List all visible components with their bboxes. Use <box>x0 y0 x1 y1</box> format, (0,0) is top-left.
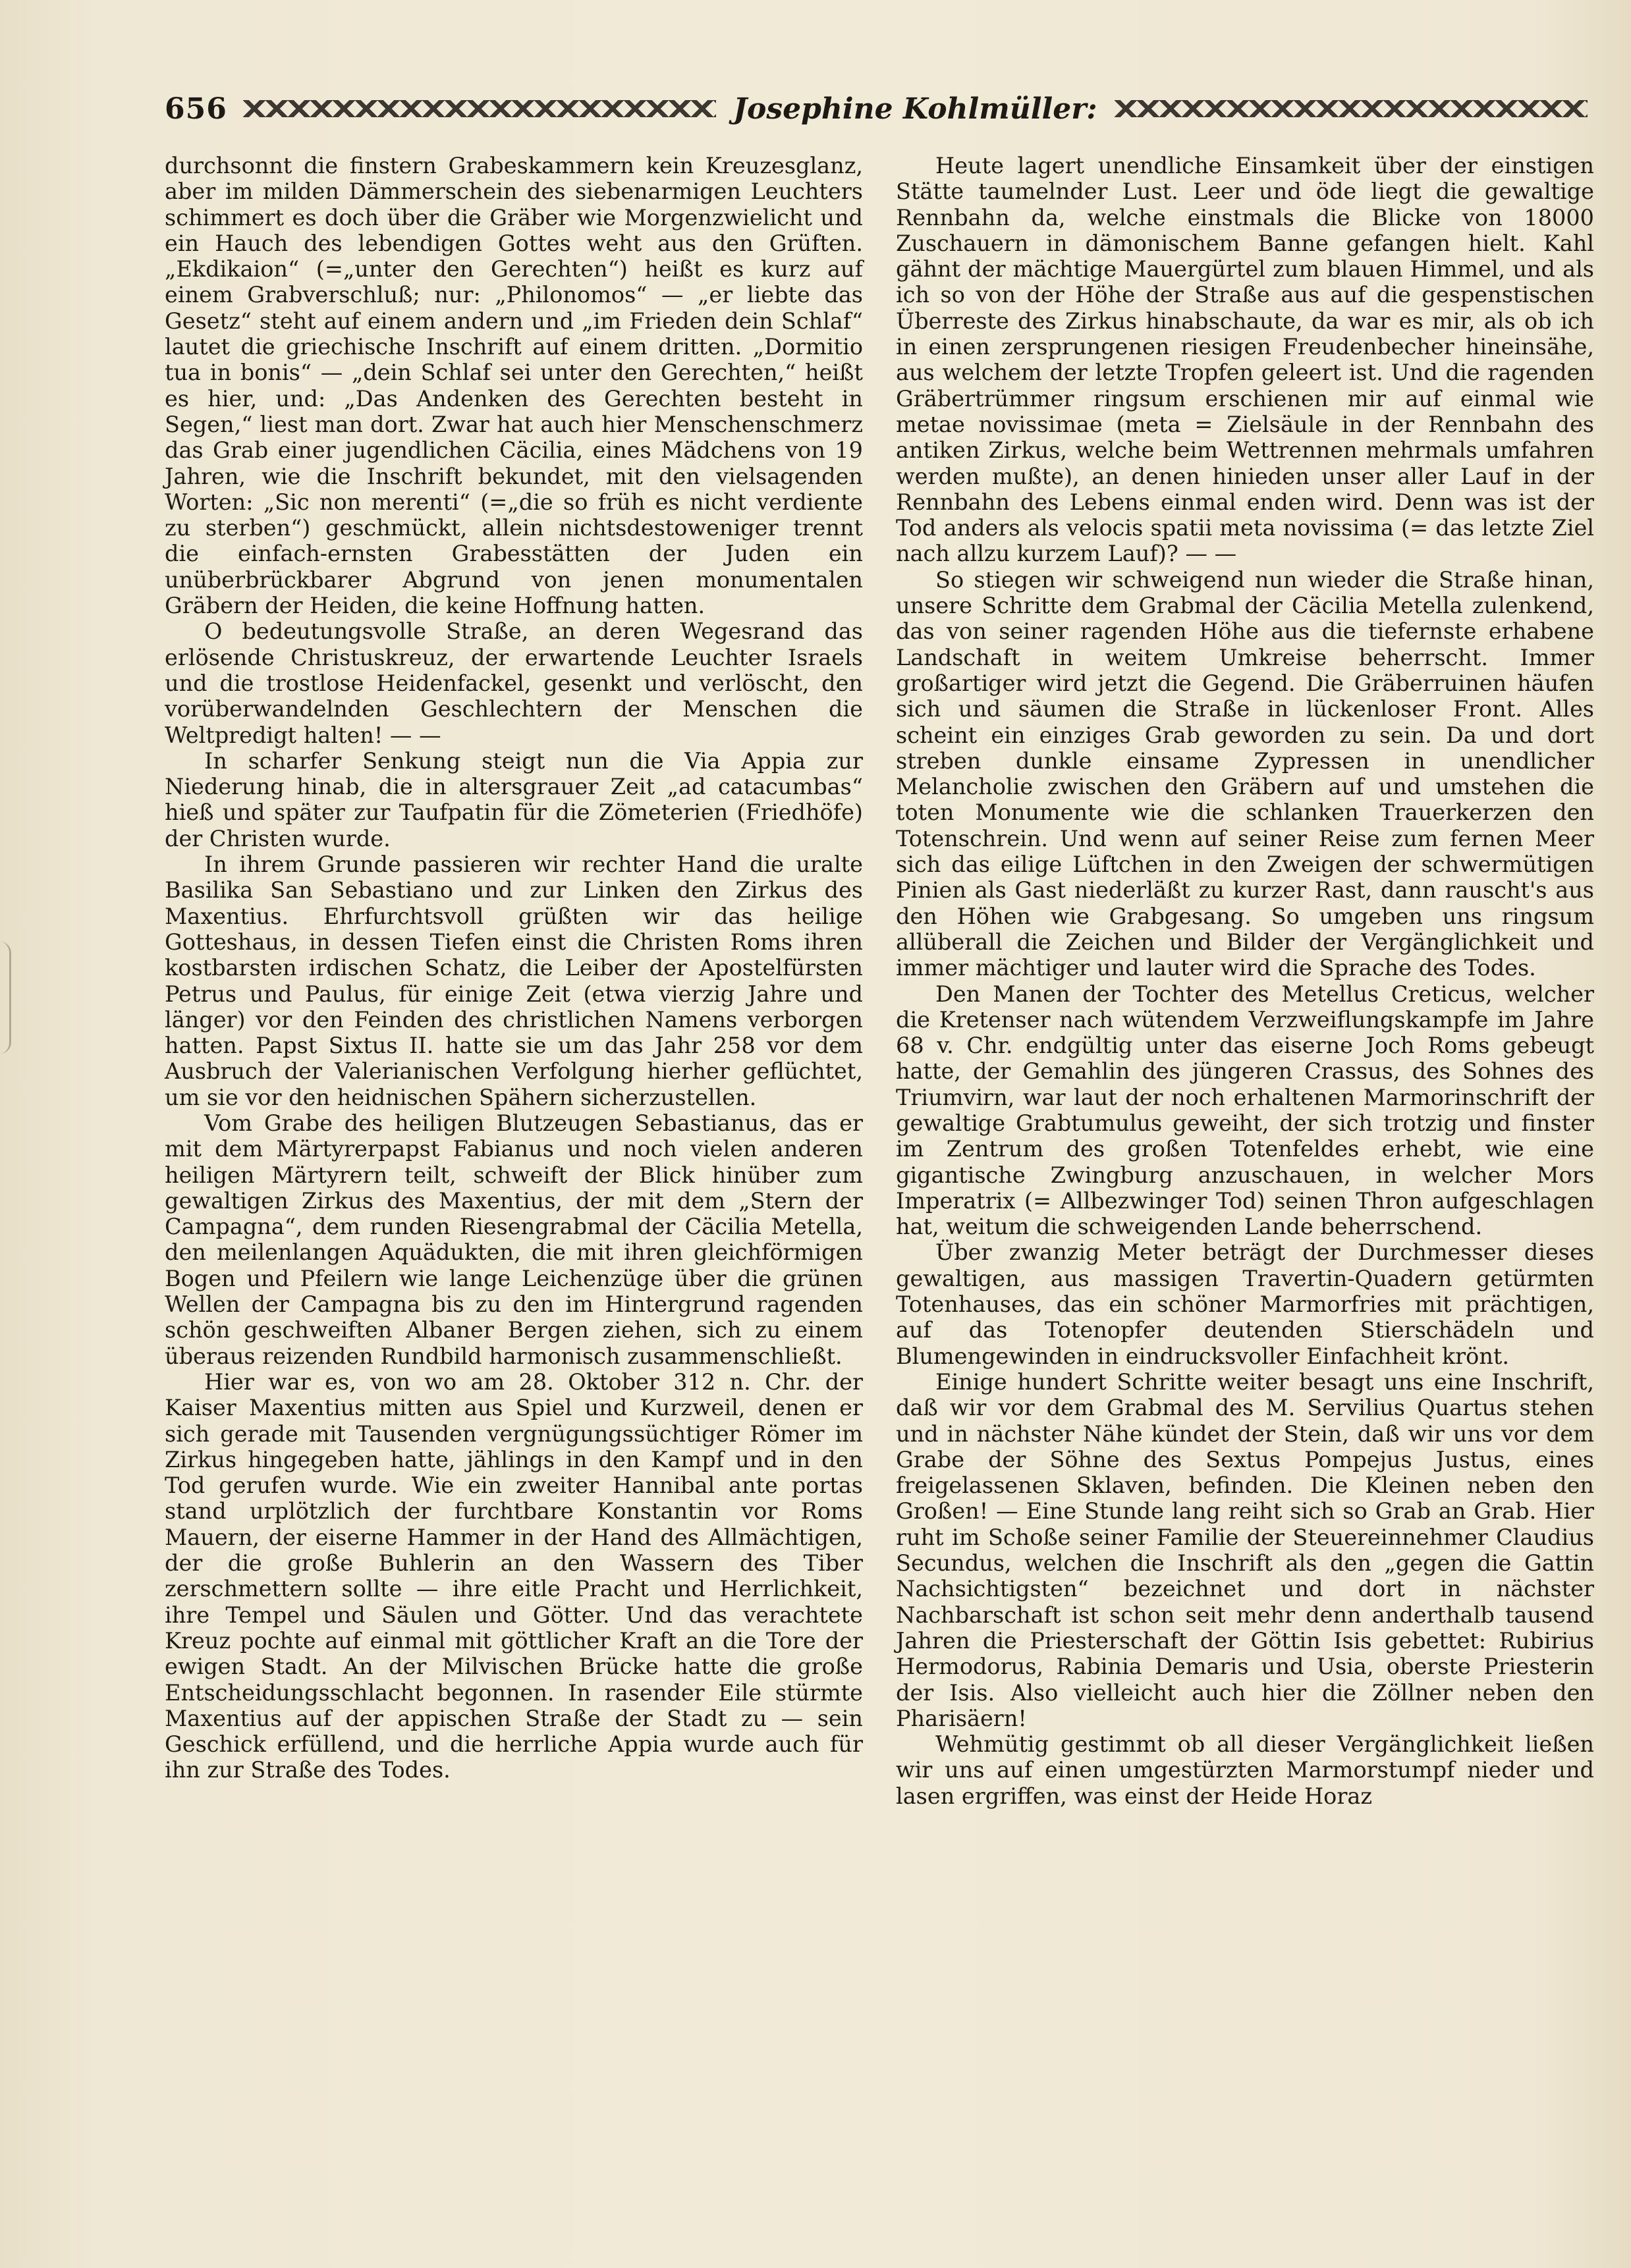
ornament-rule-left <box>243 100 716 117</box>
paragraph: O bedeutungsvolle Straße, an deren Wegesrand das erlösende Christuskreuz, der erwartende Leuchter Israels und die trostlose Heidenfackel, gesenkt und verlöscht, den vorüberwandelnden Geschlechtern der Menschen die Weltpredigt halten! — — <box>165 618 863 748</box>
paragraph: In scharfer Senkung steigt nun die Via Appia zur Niederung hinab, die in altersgrauer Zeit „ad catacumbas“ hieß und später zur Taufpatin für die Zömeterien (Friedhöfe) der Christen wurde. <box>165 747 863 851</box>
paragraph: Einige hundert Schritte weiter besagt uns eine Inschrift, daß wir vor dem Grabmal des M. Servilius Quartus stehen und in nächster Nähe kündet der Stein, daß wir uns vor dem Grabe der Söhne des Sextus Pompejus Justus, eines freigelassenen Sklaven, befinden. Die Kleinen neben den Großen! — Eine Stunde lang reiht sich so Grab an Grab. Hier ruht im Schoße seiner Familie der Steuereinnehmer Claudius Secundus, welchen die Inschrift als den „gegen die Gattin Nachsichtigsten“ bezeichnet und dort in nächster Nachbarschaft ist schon seit mehr denn anderthalb tausend Jahren die Priesterschaft der Göttin Isis gebettet: Rubirius Hermodorus, Rabinia Demaris und Usia, oberste Priesterin der Isis. Also vielleicht auch hier die Zöllner neben den Pharisäern! <box>896 1368 1594 1731</box>
paragraph: Heute lagert unendliche Einsamkeit über der einstigen Stätte taumelnder Lust. Leer und öde liegt die gewaltige Rennbahn da, welche einstmals die Blicke von 18000 Zuschauern in dämonischem Banne gefangen hielt. Kahl gähnt der mächtige Mauergürtel zum blauen Himmel, und als ich so von der Höhe der Straße aus auf die gespenstischen Überreste des Zirkus hinabschaute, da war es mir, als ob ich in einen zersprungenen riesigen Freudenbecher hineinsähe, aus welchem der letzte Tropfen geleert ist. Und die ragenden Gräbertrümmer ringsum erschienen mir auf einmal wie metae novissimae (meta = Zielsäule in der Rennbahn des antiken Zirkus, welche beim Wettrennen mehrmals umfahren werden mußte), an denen hinieden unser aller Lauf in der Rennbahn des Lebens einmal enden wird. Denn was ist der Tod anders als velocis spatii meta novissima (= das letzte Ziel nach allzu kurzem Lauf)? — — <box>896 153 1594 567</box>
binding-edge-mark <box>0 942 11 1054</box>
paragraph: Den Manen der Tochter des Metellus Creticus, welcher die Kretenser nach wütendem Verzweiflungskampfe im Jahre 68 v. Chr. endgültig unter das eiserne Joch Roms gebeugt hatte, der Gemahlin des jüngeren Crassus, des Sohnes des Triumvirn, war laut der noch erhaltenen Marmorinschrift der gewaltige Grabtumulus geweiht, der sich trotzig und finster im Zentrum des großen Totenfeldes erhebt, wie eine gigantische Zwingburg anzuschauen, in welcher Mors Imperatrix (= Allbezwinger Tod) seinen Thron aufgeschlagen hat, weitum die schweigenden Lande beherrschend. <box>896 981 1594 1240</box>
page-number: 656 <box>165 92 227 126</box>
paragraph: In ihrem Grunde passieren wir rechter Hand die uralte Basilika San Sebastiano und zur Linken den Zirkus des Maxentius. Ehrfurchtsvoll grüßten wir das heilige Gotteshaus, in dessen Tiefen einst die Christen Roms ihren kostbarsten irdischen Schatz, die Leiber der Apostelfürsten Petrus und Paulus, für einige Zeit (etwa vierzig Jahre und länger) vor den Feinden des christlichen Namens verborgen hatten. Papst Sixtus II. hatte sie um das Jahr 258 vor dem Ausbruch der Valerianischen Verfolgung hierher geflüchtet, um sie vor den heidnischen Spähern sicherzustellen. <box>165 851 863 1110</box>
running-head: Josephine Kohlmüller: <box>733 92 1097 126</box>
right-column <box>896 153 1594 1809</box>
ornament-rule-right <box>1115 100 1588 117</box>
left-column <box>165 153 863 1783</box>
page-header <box>165 86 1588 132</box>
paragraph: Vom Grabe des heiligen Blutzeugen Sebastianus, das er mit dem Märtyrerpapst Fabianus und noch vielen anderen heiligen Märtyrern teilt, schweift der Blick hinüber zum gewaltigen Zirkus des Maxentius, der mit dem „Stern der Campagna“, dem runden Riesengrabmal der Cäcilia Metella, den meilenlangen Aquädukten, die mit ihren gleichförmigen Bogen und Pfeilern wie lange Leichenzüge über die grünen Wellen der Campagna bis zu den im Hintergrund ragenden schön geschweiften Albaner Bergen ziehen, sich zu einem überaus reizenden Rundbild harmonisch zusammenschließt. <box>165 1110 863 1369</box>
paragraph: Über zwanzig Meter beträgt der Durchmesser dieses gewaltigen, aus massigen Travertin-Quadern getürmten Totenhauses, das ein schöner Marmorfries mit prächtigen, auf das Totenopfer deutenden Stierschädeln und Blumengewinden in eindrucksvoller Einfachheit krönt. <box>896 1239 1594 1369</box>
paragraph: Hier war es, von wo am 28. Oktober 312 n. Chr. der Kaiser Maxentius mitten aus Spiel und Kurzweil, denen er sich gerade mit Tausenden vergnügungssüchtiger Römer im Zirkus hingegeben hatte, jählings in den Kampf und in den Tod gerufen wurde. Wie ein zweiter Hannibal ante portas stand urplötzlich der furchtbare Konstantin vor Roms Mauern, der eiserne Hammer in der Hand des Allmächtigen, der die große Buhlerin an den Wassern des Tiber zerschmettern sollte — ihre eitle Pracht und Herrlichkeit, ihre Tempel und Säulen und Götter. Und das verachtete Kreuz pochte auf einmal mit göttlicher Kraft an die Tore der ewigen Stadt. An der Milvischen Brücke hatte die große Entscheidungsschlacht begonnen. In rasender Eile stürmte Maxentius auf der appischen Straße der Stadt zu — sein Geschick erfüllend, und die herrliche Appia wurde auch für ihn zur Straße des Todes. <box>165 1368 863 1783</box>
paragraph: durchsonnt die finstern Grabeskammern kein Kreuzesglanz, aber im milden Dämmerschein des siebenarmigen Leuchters schimmert es doch über die Gräber wie Morgenzwielicht und ein Hauch des lebendigen Gottes weht aus den Grüften. „Ekdikaion“ (=„unter den Gerechten“) heißt es kurz auf einem Grabverschluß; nur: „Philonomos“ — „er liebte das Gesetz“ steht auf einem andern und „im Frieden dein Schlaf“ lautet die griechische Inschrift auf einem dritten. „Dormitio tua in bonis“ — „dein Schlaf sei unter den Gerechten,“ heißt es hier, und: „Das Andenken des Gerechten besteht in Segen,“ liest man dort. Zwar hat auch hier Menschenschmerz das Grab einer jugendlichen Cäcilia, eines Mädchens von 19 Jahren, wie die Inschrift bekundet, mit den vielsagenden Worten: „Sic non merenti“ (=„die so früh es nicht verdiente zu sterben“) geschmückt, allein nichtsdestoweniger trennt die einfach-ernsten Grabesstätten der Juden ein unüberbrückbarer Abgrund von jenen monumentalen Gräbern der Heiden, die keine Hoffnung hatten. <box>165 153 863 619</box>
paragraph: Wehmütig gestimmt ob all dieser Vergänglichkeit ließen wir uns auf einen umgestürzten Marmorstumpf nieder und lasen ergriffen, was einst der Heide Horaz <box>896 1731 1594 1809</box>
paragraph: So stiegen wir schweigend nun wieder die Straße hinan, unsere Schritte dem Grabmal der Cäcilia Metella zulenkend, das von seiner ragenden Höhe aus die tiefernste erhabene Landschaft in weitem Umkreise beherrscht. Immer großartiger wird jetzt die Gegend. Die Gräberruinen häufen sich und säumen die Straße in lückenloser Front. Alles scheint ein einziges Grab geworden zu sein. Da und dort streben dunkle einsame Zypressen in unendlicher Melancholie zwischen den Gräbern auf und umstehen die toten Monumente wie die schlanken Trauerkerzen den Totenschrein. Und wenn auf seiner Reise zum fernen Meer sich das eilige Lüftchen in den Zweigen der schwermütigen Pinien als Gast niederläßt zu kurzer Rast, dann rauscht's aus den Höhen wie Grabgesang. So umgeben uns ringsum allüberall die Zeichen und Bilder der Vergänglichkeit und immer mächtiger und lauter wird die Sprache des Todes. <box>896 566 1594 981</box>
